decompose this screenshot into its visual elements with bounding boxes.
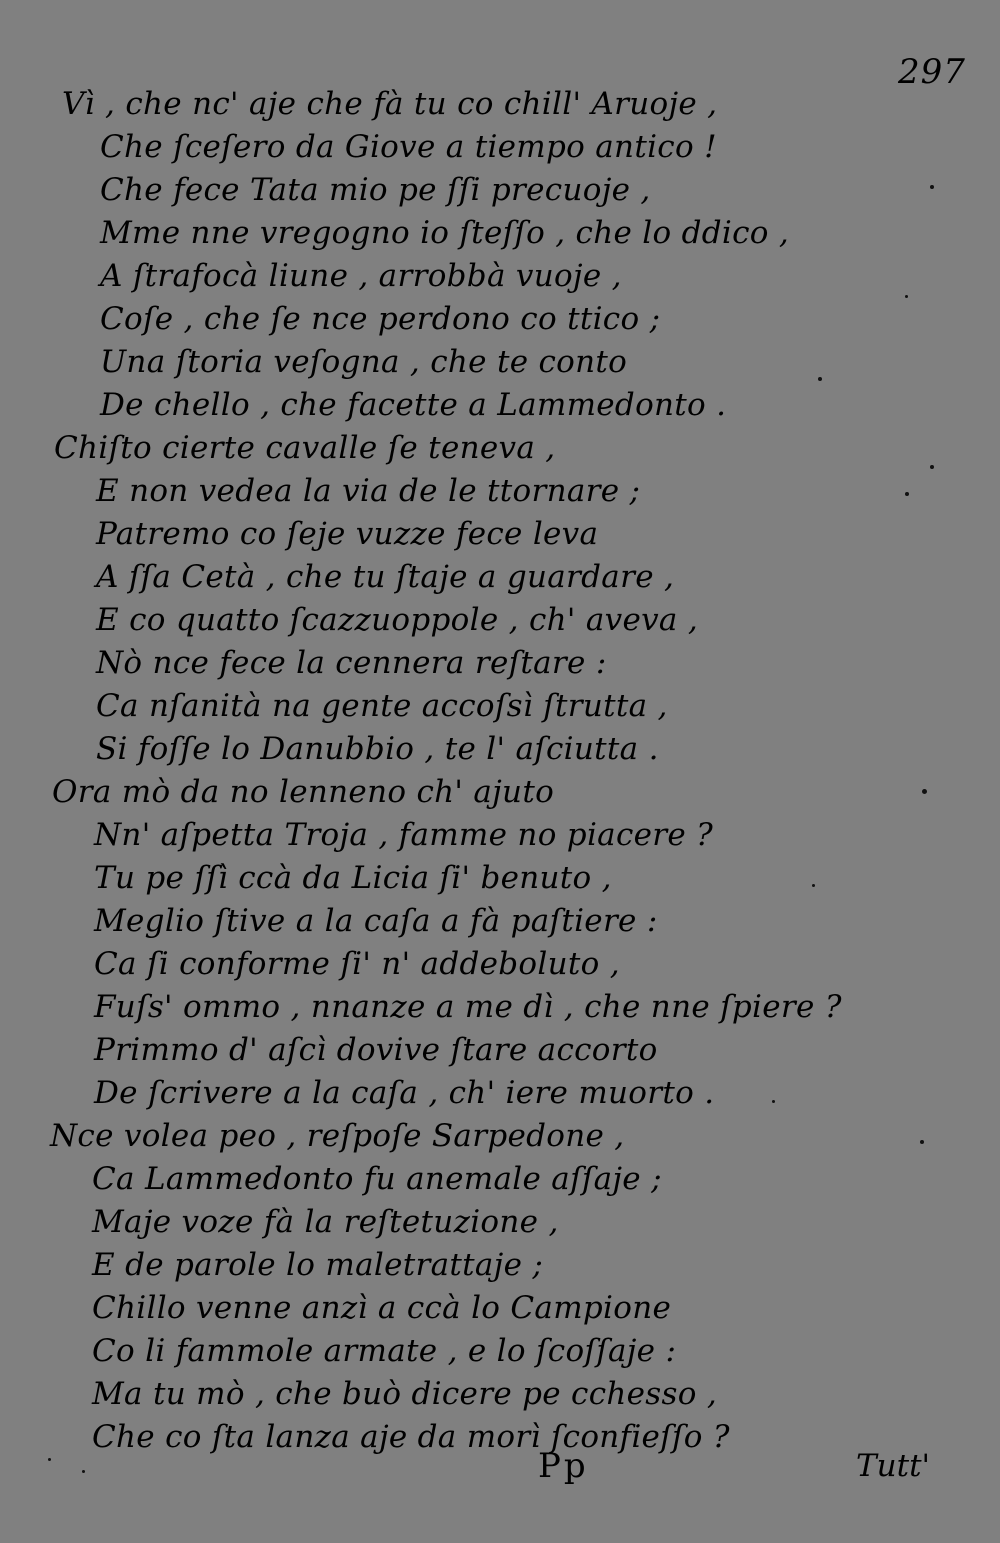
scan-speck xyxy=(930,465,934,469)
verse-line: Meglio ſtive a la caſa a fà paſtiere : xyxy=(94,903,658,939)
verse-line: Tu pe ſſì ccà da Licia ſi' benuto , xyxy=(94,860,612,896)
verse-line: Ca Lammedonto fu anemale aſſaje ; xyxy=(92,1161,662,1197)
catchword: Tutt' xyxy=(856,1448,931,1484)
scan-speck xyxy=(922,789,927,794)
verse-line: Che fece Tata mio pe ſſi precuoje , xyxy=(100,172,651,208)
verse-line: Fuſs' ommo , nnanze a me dì , che nne ſpiere ? xyxy=(94,989,842,1025)
verse-line: Patremo co ſeje vuzze fece leva xyxy=(96,516,599,552)
scan-speck xyxy=(930,185,934,189)
page-number: 297 xyxy=(898,52,966,92)
verse-line: Vì , che nc' aje che fà tu co chill' Aruoje , xyxy=(62,86,718,122)
verse-line: Chillo venne anzì a ccà lo Campione xyxy=(92,1290,672,1326)
verse-line: Ora mò da no lenneno ch' ajuto xyxy=(52,774,555,810)
scan-speck xyxy=(48,1458,51,1461)
scan-speck xyxy=(905,492,909,496)
verse-line: Primmo d' aſcì dovive ſtare accorto xyxy=(94,1032,658,1068)
verse-line: De ſcrivere a la caſa , ch' iere muorto . xyxy=(94,1075,715,1111)
verse-line: E co quatto ſcazzuoppole , ch' aveva , xyxy=(96,602,699,638)
verse-line: Nò nce fece la cennera reſtare : xyxy=(96,645,607,681)
verse-line: Chiſto cierte cavalle ſe teneva , xyxy=(54,430,556,466)
scan-speck xyxy=(920,1140,924,1144)
verse-line: Mme nne vregogno io ſteſſo , che lo ddico , xyxy=(100,215,790,251)
scan-speck xyxy=(818,377,822,381)
verse-line: De chello , che facette a Lammedonto . xyxy=(100,387,727,423)
scan-speck xyxy=(905,295,908,298)
verse-line: Ma tu mò , che buò dicere pe cchesso , xyxy=(92,1376,717,1412)
verse-line: Maje voze fà la reſtetuzione , xyxy=(92,1204,559,1240)
verse-line: Nn' aſpetta Troja , famme no piacere ? xyxy=(94,817,714,853)
verse-line: A ſtrafocà liune , arrobbà vuoje , xyxy=(100,258,622,294)
verse-line: Co li fammole armate , e lo ſcoſſaje : xyxy=(92,1333,677,1369)
verse-line: A ſſa Cetà , che tu ſtaje a guardare , xyxy=(96,559,675,595)
verse-line: Ca nſanità na gente accoſsì ſtrutta , xyxy=(96,688,668,724)
signature-mark: Pp xyxy=(538,1446,589,1486)
verse-line: Che ſceſero da Giove a tiempo antico ! xyxy=(100,129,717,165)
scan-speck xyxy=(82,1470,85,1473)
verse-line: Si foſſe lo Danubbio , te l' aſciutta . xyxy=(96,731,659,767)
verse-line: Che co ſta lanza aje da morì ſconfieſſo ? xyxy=(92,1419,730,1455)
verse-line: E non vedea la via de le ttornare ; xyxy=(96,473,641,509)
verse-line: Una ſtoria veſogna , che te conto xyxy=(100,344,628,380)
verse-line: Ca ſi conforme ſi' n' addeboluto , xyxy=(94,946,620,982)
verse-line: E de parole lo maletrattaje ; xyxy=(92,1247,544,1283)
verse-line: Coſe , che ſe nce perdono co ttico ; xyxy=(100,301,661,337)
scan-speck xyxy=(772,1100,775,1103)
scan-speck xyxy=(812,884,815,887)
verse-line: Nce volea peo , reſpoſe Sarpedone , xyxy=(50,1118,625,1154)
